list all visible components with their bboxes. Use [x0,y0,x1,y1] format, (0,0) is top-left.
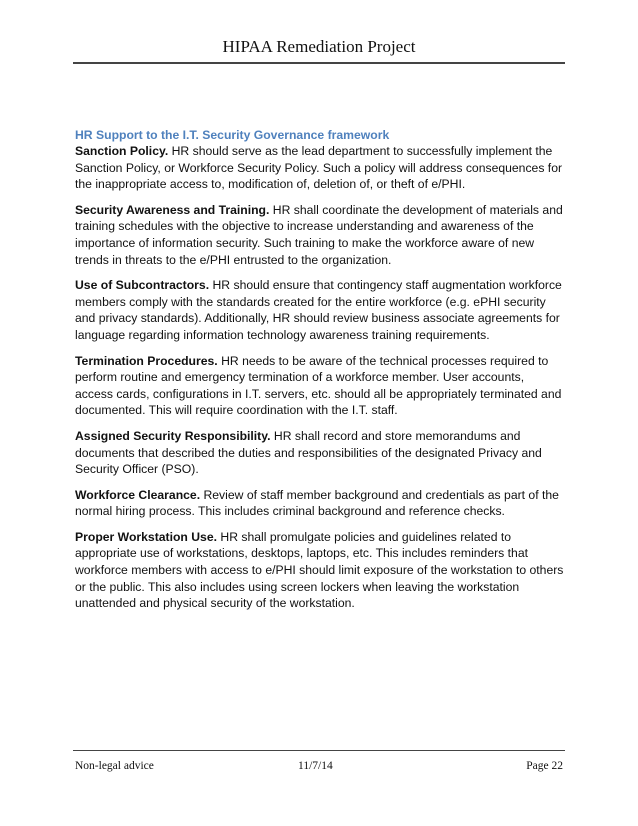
paragraph-text: HR shall coordinate the development of materials and training schedules with the objective to increase understanding and awareness of the importance of information security. Such training to make the workforce aware of new trends in threats to the e/PHI entrusted to the organization. [75,202,563,267]
paragraph-subcontractors [75,277,565,343]
header-divider [73,62,565,64]
paragraph-term: Workforce Clearance. [75,487,201,502]
paragraph-term: Termination Procedures. [75,353,218,368]
paragraph-term: Use of Subcontractors. [75,278,210,293]
paragraph-text: HR shall record and store memorandums and documents that described the duties and responsibilities of the designated Privacy and Security Officer (PSO). [75,428,542,477]
paragraph-security-responsibility [75,428,565,478]
paragraph-security-awareness [75,202,565,268]
paragraph-workstation-use [75,529,565,612]
paragraph-text: Review of staff member background and credentials as part of the normal hiring process. This includes criminal background and reference checks. [75,487,559,519]
paragraph-text: HR needs to be aware of the technical processes required to perform routine and emergency termination of a workforce member. User accounts, access cards, configurations in I.T. servers, etc. should all be appropriately terminated and documented. This will require coordination with the I.T. staff. [75,353,562,418]
paragraph-term: Sanction Policy. [75,144,169,158]
paragraph-workforce-clearance [75,487,565,520]
footer-date: 11/7/14 [298,760,333,772]
footer-disclaimer: Non-legal advice [75,760,154,772]
paragraph-term: Proper Workstation Use. [75,529,217,544]
paragraph-text: HR should serve as the lead department to successfully implement the Sanction Policy, or Workforce Security Policy. Such a policy will address consequences for the inappropriate access to, modification of, deletion of, or theft of e/PHI. [75,144,563,192]
document-body [75,127,565,621]
footer-divider [73,750,565,751]
paragraph-termination [75,353,565,419]
page-header-title: HIPAA Remediation Project [222,37,416,56]
paragraph-text: HR shall promulgate policies and guidelines related to appropriate use of workstations, desktops, laptops, etc. This includes reminders that workforce members with access to e/PHI should limit exposure of the workstation to others or the public. This also includes using screen lockers when leaving the workstation unattended and physical security of the workstation. [75,529,564,611]
section-heading: HR Support to the I.T. Security Governance framework [75,128,390,142]
paragraph-term: Assigned Security Responsibility. [75,428,271,443]
paragraph-text: HR should ensure that contingency staff augmentation workforce members comply with the standards created for the entire workforce (e.g. ePHI security and privacy standards). Additionally, HR should review business associate agreements for language regarding information technology awareness training requirements. [75,278,562,342]
paragraph-sanction-policy [75,143,565,193]
paragraph-term: Security Awareness and Training. [75,202,270,217]
footer-page-number: Page 22 [526,760,563,772]
